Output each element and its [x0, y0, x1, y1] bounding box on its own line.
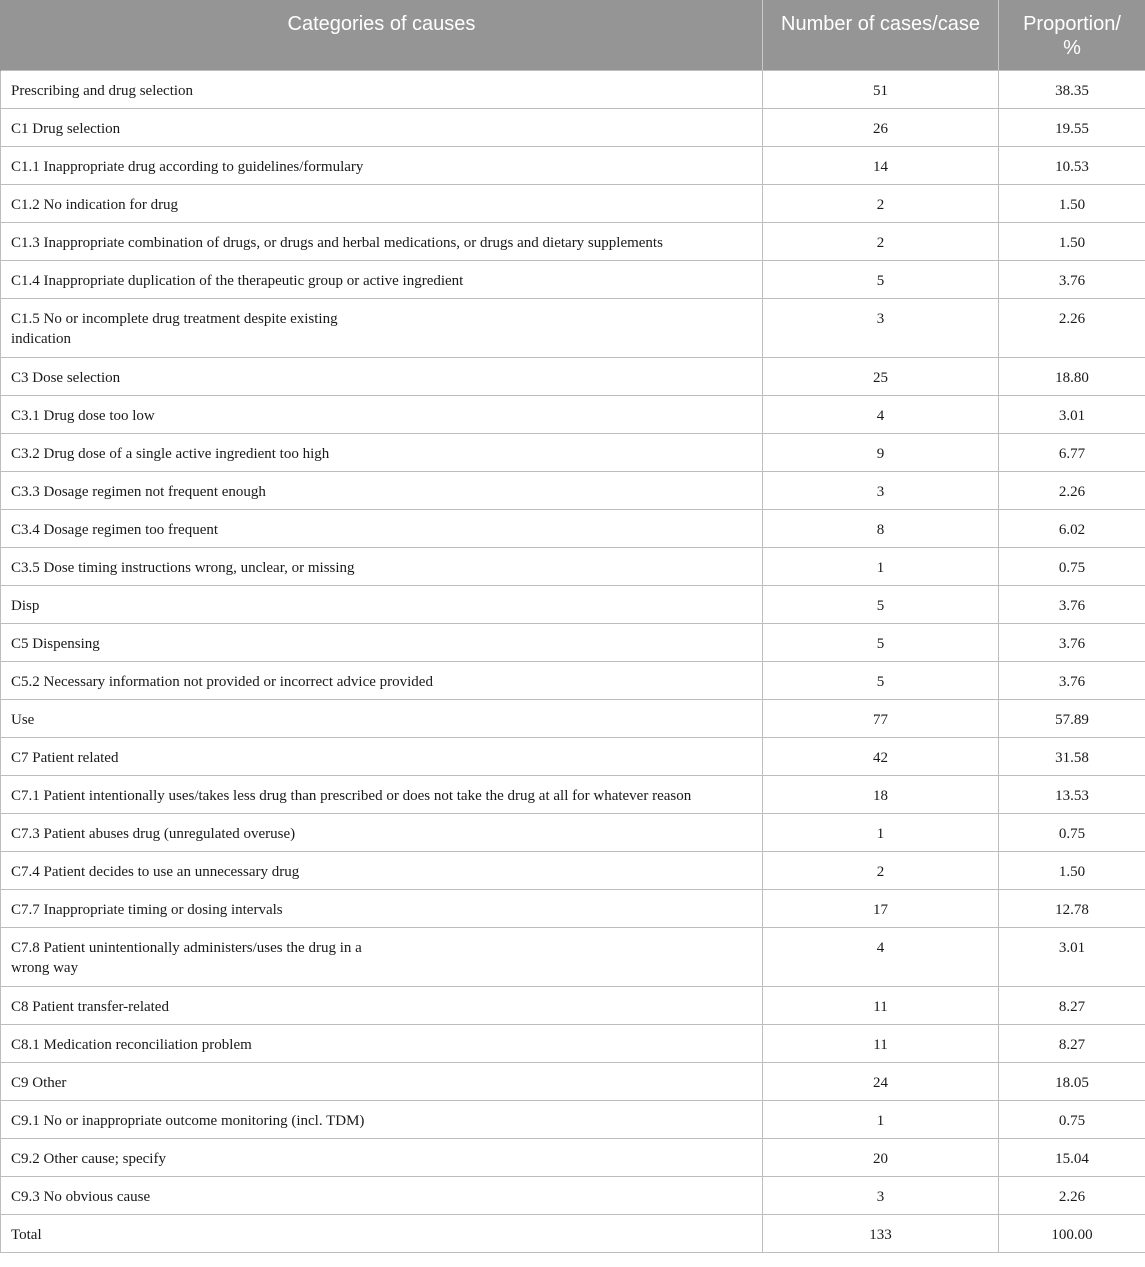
table-row: [1, 1214, 1145, 1252]
category-cell: [1, 184, 763, 222]
proportion-cell: 3.01: [999, 395, 1145, 433]
table-row: [1, 1176, 1145, 1214]
cases-cell: 2: [763, 184, 999, 222]
proportion-cell: 2.26: [999, 471, 1145, 509]
table-row: [1, 108, 1145, 146]
category-cell: [1, 1138, 763, 1176]
proportion-cell: 2.26: [999, 1176, 1145, 1214]
proportion-cell: 0.75: [999, 547, 1145, 585]
category-cell: [1, 357, 763, 395]
proportion-cell: 31.58: [999, 737, 1145, 775]
category-label: C9.3 No obvious cause: [11, 1188, 151, 1205]
proportion-cell: 6.02: [999, 509, 1145, 547]
category-label: C1.4 Inappropriate duplication of the therapeutic group or active ingredient: [11, 272, 464, 289]
category-cell: [1, 986, 763, 1024]
header-cases: Number of cases/case: [763, 0, 999, 70]
proportion-cell: 6.77: [999, 433, 1145, 471]
category-label: C1 Drug selection: [11, 120, 121, 137]
table-row: [1, 298, 1145, 357]
cases-cell: 42: [763, 737, 999, 775]
category-cell: [1, 927, 763, 986]
category-label: Use: [11, 711, 35, 728]
cases-cell: 3: [763, 298, 999, 357]
category-cell: [1, 585, 763, 623]
proportion-cell: 19.55: [999, 108, 1145, 146]
category-cell: [1, 1176, 763, 1214]
cases-cell: 18: [763, 775, 999, 813]
category-label: C1.1 Inappropriate drug according to guidelines/formulary: [11, 158, 364, 175]
cases-cell: 8: [763, 509, 999, 547]
cases-cell: 20: [763, 1138, 999, 1176]
category-cell: [1, 1024, 763, 1062]
category-cell: [1, 509, 763, 547]
cases-cell: 14: [763, 146, 999, 184]
proportion-cell: 2.26: [999, 298, 1145, 357]
category-cell: [1, 623, 763, 661]
category-cell: [1, 471, 763, 509]
proportion-cell: 1.50: [999, 184, 1145, 222]
category-cell: [1, 108, 763, 146]
table-row: [1, 585, 1145, 623]
category-label: Prescribing and drug selection: [11, 82, 194, 99]
table-row: [1, 547, 1145, 585]
cases-cell: 133: [763, 1214, 999, 1252]
category-label: C7.8 Patient unintentionally administers/uses the drug in a wrong way: [11, 939, 362, 976]
table-body: [1, 70, 1145, 1252]
cases-cell: 3: [763, 1176, 999, 1214]
category-cell: [1, 395, 763, 433]
category-cell: [1, 146, 763, 184]
cases-cell: 25: [763, 357, 999, 395]
table-row: [1, 1024, 1145, 1062]
proportion-cell: 57.89: [999, 699, 1145, 737]
category-label: C9.1 No or inappropriate outcome monitoring (incl. TDM): [11, 1112, 365, 1129]
category-label: C5 Dispensing: [11, 635, 100, 652]
header-proportion-label: Proportion/ %: [1023, 13, 1121, 59]
proportion-cell: 0.75: [999, 813, 1145, 851]
cases-cell: 51: [763, 70, 999, 108]
category-label: Disp: [11, 597, 40, 614]
category-label: C3.2 Drug dose of a single active ingredient too high: [11, 445, 330, 462]
category-cell: [1, 699, 763, 737]
category-cell: [1, 661, 763, 699]
proportion-cell: 3.76: [999, 260, 1145, 298]
category-cell: [1, 775, 763, 813]
category-label: Total: [11, 1226, 42, 1243]
category-cell: [1, 433, 763, 471]
proportion-cell: 3.76: [999, 623, 1145, 661]
cases-cell: 1: [763, 813, 999, 851]
proportion-cell: 12.78: [999, 889, 1145, 927]
table-row: [1, 661, 1145, 699]
table-row: [1, 509, 1145, 547]
category-cell: [1, 260, 763, 298]
category-cell: [1, 889, 763, 927]
table-row: [1, 889, 1145, 927]
category-label: C7 Patient related: [11, 749, 119, 766]
table-row: [1, 1100, 1145, 1138]
proportion-cell: 8.27: [999, 986, 1145, 1024]
table-row: [1, 222, 1145, 260]
category-label: C7.7 Inappropriate timing or dosing intervals: [11, 901, 283, 918]
proportion-cell: 18.05: [999, 1062, 1145, 1100]
table-header: [1, 0, 1145, 70]
proportion-cell: 100.00: [999, 1214, 1145, 1252]
category-label: C8.1 Medication reconciliation problem: [11, 1036, 252, 1053]
header-row: [1, 0, 1145, 70]
proportion-cell: 10.53: [999, 146, 1145, 184]
category-label: C9 Other: [11, 1074, 67, 1091]
category-cell: [1, 813, 763, 851]
table-row: [1, 146, 1145, 184]
cases-cell: 4: [763, 927, 999, 986]
proportion-cell: 8.27: [999, 1024, 1145, 1062]
category-cell: [1, 547, 763, 585]
category-cell: [1, 737, 763, 775]
cases-cell: 17: [763, 889, 999, 927]
table-row: [1, 1138, 1145, 1176]
cases-cell: 5: [763, 585, 999, 623]
cases-cell: 11: [763, 986, 999, 1024]
cases-cell: 4: [763, 395, 999, 433]
category-cell: [1, 222, 763, 260]
cases-cell: 9: [763, 433, 999, 471]
proportion-cell: 13.53: [999, 775, 1145, 813]
category-cell: [1, 1062, 763, 1100]
cases-cell: 1: [763, 547, 999, 585]
cases-cell: 2: [763, 222, 999, 260]
category-cell: [1, 851, 763, 889]
header-categories: Categories of causes: [1, 0, 763, 70]
category-label: C1.3 Inappropriate combination of drugs, or drugs and herbal medications, or drugs and dietary supplements: [11, 234, 663, 251]
cases-cell: 5: [763, 661, 999, 699]
proportion-cell: 1.50: [999, 222, 1145, 260]
table-row: [1, 184, 1145, 222]
cases-cell: 3: [763, 471, 999, 509]
category-label: C1.5 No or incomplete drug treatment despite existing indication: [11, 310, 338, 347]
cases-cell: 24: [763, 1062, 999, 1100]
category-cell: [1, 1100, 763, 1138]
category-cell: [1, 70, 763, 108]
proportion-cell: 3.01: [999, 927, 1145, 986]
proportion-cell: 1.50: [999, 851, 1145, 889]
table-row: [1, 813, 1145, 851]
category-label: C3.3 Dosage regimen not frequent enough: [11, 483, 266, 500]
proportion-cell: 3.76: [999, 585, 1145, 623]
category-label: C3.4 Dosage regimen too frequent: [11, 521, 219, 538]
category-label: C9.2 Other cause; specify: [11, 1150, 166, 1167]
cases-cell: 11: [763, 1024, 999, 1062]
category-cell: [1, 298, 763, 357]
category-label: C1.2 No indication for drug: [11, 196, 179, 213]
table-row: [1, 851, 1145, 889]
cases-cell: 1: [763, 1100, 999, 1138]
category-label: C3 Dose selection: [11, 369, 121, 386]
table-row: [1, 1062, 1145, 1100]
cases-cell: 26: [763, 108, 999, 146]
category-label: C7.3 Patient abuses drug (unregulated overuse): [11, 825, 296, 842]
category-label: C7.4 Patient decides to use an unnecessary drug: [11, 863, 300, 880]
table-row: [1, 433, 1145, 471]
table-row: [1, 357, 1145, 395]
table-row: [1, 260, 1145, 298]
proportion-cell: 0.75: [999, 1100, 1145, 1138]
proportion-cell: 18.80: [999, 357, 1145, 395]
proportion-cell: 3.76: [999, 661, 1145, 699]
table-row: [1, 737, 1145, 775]
cases-cell: 5: [763, 623, 999, 661]
category-label: C5.2 Necessary information not provided or incorrect advice provided: [11, 673, 433, 690]
category-cell: [1, 1214, 763, 1252]
category-label: C3.5 Dose timing instructions wrong, unclear, or missing: [11, 559, 355, 576]
table-row: [1, 986, 1145, 1024]
header-proportion: [999, 0, 1145, 70]
proportion-cell: 38.35: [999, 70, 1145, 108]
cases-cell: 2: [763, 851, 999, 889]
category-label: C3.1 Drug dose too low: [11, 407, 155, 424]
table-row: [1, 471, 1145, 509]
proportion-cell: 15.04: [999, 1138, 1145, 1176]
table-row: [1, 927, 1145, 986]
table-row: [1, 395, 1145, 433]
category-label: C8 Patient transfer-related: [11, 998, 169, 1015]
category-label: C7.1 Patient intentionally uses/takes less drug than prescribed or does not take the drug at all for whatever reason: [11, 787, 692, 804]
table-row: [1, 70, 1145, 108]
table-row: [1, 623, 1145, 661]
table-row: [1, 775, 1145, 813]
cases-cell: 77: [763, 699, 999, 737]
cases-cell: 5: [763, 260, 999, 298]
table-row: [1, 699, 1145, 737]
